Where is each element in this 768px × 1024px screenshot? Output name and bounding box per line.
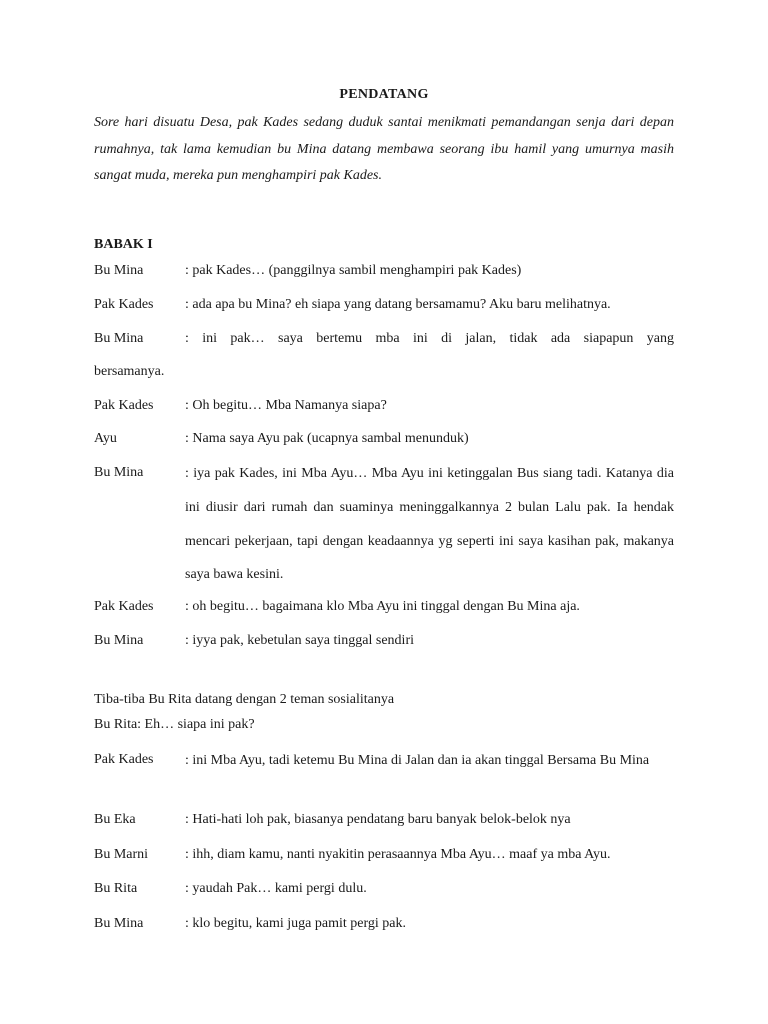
dialogue-text: : ini pak… saya bertemu mba ini di jalan, tidak ada siapapun yang [185,331,674,346]
speaker-name: Pak Kades [94,297,154,312]
act-heading: BABAK I [94,237,153,252]
speaker-name: Bu Mina [94,916,144,931]
speaker-name: Bu Mina [94,263,144,278]
speaker-name: Bu Eka [94,812,136,827]
dialogue-text: : Nama saya Ayu pak (ucapnya sambal menunduk) [185,431,469,446]
speaker-name: Bu Mina [94,633,144,648]
intro-paragraph: Sore hari disuatu Desa, pak Kades sedang duduk santai menikmati pemandangan senja dari depan rumahnya, tak lama kemudian bu Mina datang membawa seorang ibu hamil yang umurnya masih sangat muda, mereka pun menghampiri pak Kades. [94,115,674,183]
dialogue-text: : iyya pak, kebetulan saya tinggal sendiri [185,633,414,648]
dialogue-text: : ini Mba Ayu, tadi ketemu Bu Mina di Jalan dan ia akan tinggal Bersama Bu Mina [185,753,650,768]
speaker-name: Bu Marni [94,847,149,862]
speaker-name: Pak Kades [94,599,154,614]
script-title: PENDATANG [339,87,429,102]
dialogue-text: : oh begitu… bagaimana klo Mba Ayu ini tinggal dengan Bu Mina aja. [185,599,580,614]
dialogue-text: : Hati-hati loh pak, biasanya pendatang baru banyak belok-belok nya [185,812,571,827]
dialogue-text: : ada apa bu Mina? eh siapa yang datang bersamamu? Aku baru melihatnya. [185,297,611,312]
dialogue-text: : pak Kades… (panggilnya sambil menghampiri pak Kades) [185,263,522,278]
speaker-name: Bu Rita [94,881,138,896]
bu-rita-line: Bu Rita: Eh… siapa ini pak? [94,717,255,732]
narration-text: Tiba-tiba Bu Rita datang dengan 2 teman sosialitanya [94,692,395,707]
dialogue-continuation: bersamanya. [94,364,165,379]
speaker-name: Ayu [94,431,117,446]
dialogue-text: : iya pak Kades, ini Mba Ayu… Mba Ayu ini ketinggalan Bus siang tadi. Katanya dia ini diusir dari rumah dan suaminya meninggalkannya 2 bulan Lalu pak. Ia hendak mencari pekerjaan, tapi dengan keadaannya yg seperti ini saya kasihan pak, makanya saya bawa kesini. [185,466,674,583]
speaker-name: Bu Mina [94,465,144,480]
speaker-name: Bu Mina [94,331,144,346]
dialogue-text: : ihh, diam kamu, nanti nyakitin perasaannya Mba Ayu… maaf ya mba Ayu. [185,847,611,862]
speaker-name: Pak Kades [94,398,154,413]
dialogue-text: : Oh begitu… Mba Namanya siapa? [185,398,387,413]
dialogue-text: : yaudah Pak… kami pergi dulu. [185,881,367,896]
dialogue-text: : klo begitu, kami juga pamit pergi pak. [185,916,406,931]
speaker-name: Pak Kades [94,752,154,767]
